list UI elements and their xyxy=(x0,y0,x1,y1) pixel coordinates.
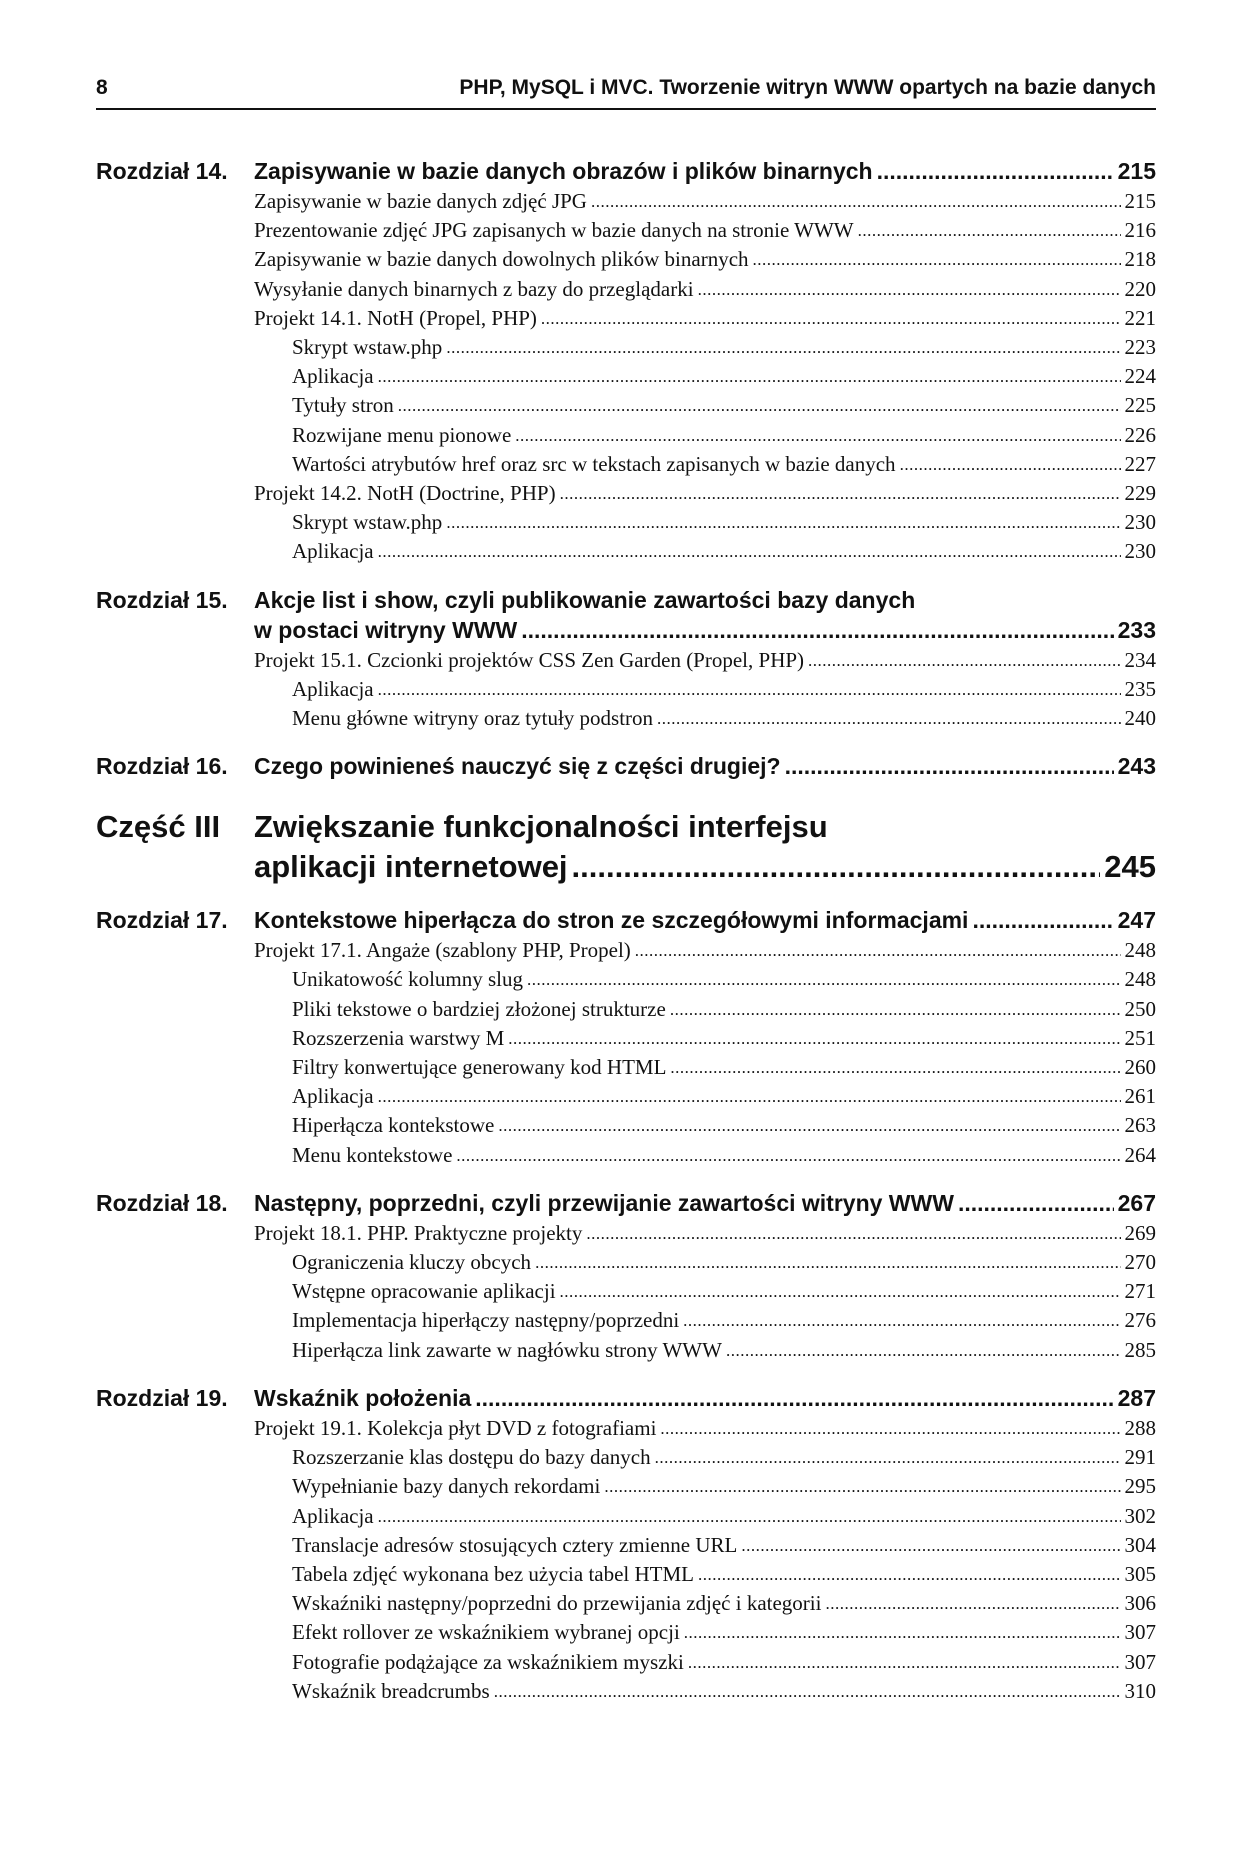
toc-entry-title: Wskaźniki następny/poprzedni do przewijania zdjęć i kategorii xyxy=(292,1591,822,1616)
toc-entry[interactable] xyxy=(254,333,1156,362)
chapter-entries xyxy=(254,646,1156,734)
toc-entry-title: aplikacji internetowej xyxy=(254,849,568,885)
chapter-title xyxy=(254,905,1156,935)
toc-page-number: 220 xyxy=(1124,276,1156,301)
toc-page-number: 224 xyxy=(1124,364,1156,389)
toc-page-number: 218 xyxy=(1124,247,1156,272)
toc-page-number: 287 xyxy=(1117,1384,1156,1411)
dot-leader xyxy=(446,508,1120,537)
toc-entry[interactable] xyxy=(254,508,1156,537)
toc-page-number: 307 xyxy=(1124,1620,1156,1645)
dot-leader xyxy=(753,245,1121,274)
chapter-title-row[interactable] xyxy=(254,751,1156,781)
dot-leader xyxy=(498,1111,1120,1140)
toc-entry[interactable] xyxy=(254,421,1156,450)
toc-page-number: 263 xyxy=(1124,1113,1156,1138)
toc-entry[interactable] xyxy=(254,362,1156,391)
toc-entry-title: Wartości atrybutów href oraz src w tekstach zapisanych w bazie danych xyxy=(292,451,896,476)
dot-leader xyxy=(741,1531,1120,1560)
section-gap xyxy=(96,887,1156,905)
toc-entry[interactable] xyxy=(254,704,1156,733)
toc-page-number: 260 xyxy=(1124,1055,1156,1080)
toc-entry[interactable] xyxy=(254,1472,1156,1501)
toc-entry[interactable] xyxy=(254,245,1156,274)
section-gap xyxy=(96,733,1156,751)
toc-entry-title: Rozwijane menu pionowe xyxy=(292,422,512,447)
toc-entry[interactable] xyxy=(254,1648,1156,1677)
toc-page-number: 267 xyxy=(1117,1189,1156,1216)
toc-entry[interactable] xyxy=(254,1502,1156,1531)
toc-entry-title: Projekt 18.1. PHP. Praktyczne projekty xyxy=(254,1220,583,1245)
toc-page-number: 229 xyxy=(1124,481,1156,506)
toc-page-number: 215 xyxy=(1124,189,1156,213)
chapter-title-row[interactable] xyxy=(254,905,1156,935)
dot-leader xyxy=(604,1472,1120,1501)
part-heading xyxy=(96,807,1156,887)
dot-leader xyxy=(655,1443,1121,1472)
dot-leader xyxy=(378,537,1121,566)
dot-leader xyxy=(378,1502,1121,1531)
toc-entry-title: Ograniczenia kluczy obcych xyxy=(292,1250,532,1275)
dot-leader xyxy=(635,936,1121,965)
dot-leader xyxy=(825,1589,1120,1618)
toc-entry-title: Aplikacja xyxy=(292,1084,374,1109)
dot-leader xyxy=(698,275,1121,304)
chapter-title-row[interactable] xyxy=(254,1383,1156,1413)
toc-entry-title: Zapisywanie w bazie danych dowolnych plików binarnych xyxy=(254,247,749,272)
toc-page-number: 230 xyxy=(1124,510,1156,535)
toc-page-number: 251 xyxy=(1124,1025,1156,1050)
dot-leader xyxy=(378,1082,1121,1111)
toc-entry-title: Projekt 17.1. Angaże (szablony PHP, Propel) xyxy=(254,938,631,963)
dot-leader xyxy=(527,965,1121,994)
dot-leader xyxy=(378,675,1121,704)
toc-entry[interactable] xyxy=(254,1306,1156,1335)
part-title xyxy=(254,807,1156,887)
toc-page-number: 226 xyxy=(1124,422,1156,447)
dot-leader xyxy=(572,847,1101,887)
toc-entry[interactable] xyxy=(254,1053,1156,1082)
toc-entry-title: Menu kontekstowe xyxy=(292,1142,453,1167)
toc-page-number: 243 xyxy=(1117,753,1156,780)
dot-leader xyxy=(726,1336,1121,1365)
toc-entry[interactable] xyxy=(254,936,1156,965)
toc-entry[interactable] xyxy=(254,216,1156,245)
dot-leader xyxy=(456,1141,1120,1170)
dot-leader xyxy=(670,1053,1120,1082)
dot-leader xyxy=(900,450,1121,479)
toc-entry-title: Prezentowanie zdjęć JPG zapisanych w bazie danych na stronie WWW xyxy=(254,218,854,243)
toc-page-number: 306 xyxy=(1124,1591,1156,1616)
toc-page-number: 276 xyxy=(1124,1308,1156,1333)
dot-leader xyxy=(858,216,1121,245)
toc-entry[interactable] xyxy=(254,391,1156,420)
toc-page-number: 248 xyxy=(1124,938,1156,963)
chapter-label: Rozdział 16. xyxy=(96,753,228,780)
page-number: 8 xyxy=(96,76,108,99)
chapter-title xyxy=(254,585,1156,645)
toc-page-number: 227 xyxy=(1124,451,1156,476)
dot-leader xyxy=(446,333,1120,362)
toc-entry[interactable] xyxy=(254,675,1156,704)
dot-leader xyxy=(683,1306,1120,1335)
dot-leader xyxy=(660,1414,1120,1443)
toc-entry-title: Rozszerzanie klas dostępu do bazy danych xyxy=(292,1445,651,1470)
toc-entry-title: Filtry konwertujące generowany kod HTML xyxy=(292,1055,667,1080)
toc-entry[interactable] xyxy=(254,1677,1156,1706)
toc-entry[interactable] xyxy=(254,1414,1156,1443)
toc-entry-title: Hiperłącza kontekstowe xyxy=(292,1113,495,1138)
toc-entry-title: Wskaźnik breadcrumbs xyxy=(292,1678,490,1703)
toc-page-number: 221 xyxy=(1124,305,1156,330)
toc-entry[interactable] xyxy=(254,965,1156,994)
section-gap xyxy=(96,1170,1156,1188)
toc-entry-title: Hiperłącza link zawarte w nagłówku strony WWW xyxy=(292,1337,722,1362)
toc-page-number: 295 xyxy=(1124,1474,1156,1499)
dot-leader xyxy=(521,615,1113,645)
dot-leader xyxy=(494,1677,1121,1706)
chapter-entries xyxy=(254,1219,1156,1365)
section-gap xyxy=(96,1365,1156,1383)
toc-page-number: 250 xyxy=(1124,996,1156,1021)
toc-entry-title: Wypełnianie bazy danych rekordami xyxy=(292,1474,601,1499)
dot-leader xyxy=(535,1248,1120,1277)
toc-entry[interactable] xyxy=(254,1141,1156,1170)
toc-page-number: 269 xyxy=(1124,1220,1156,1245)
toc-entry-title: Tabela zdjęć wykonana bez użycia tabel HTML xyxy=(292,1561,695,1586)
running-header xyxy=(96,74,1156,110)
toc-entry-title: Fotografie podążające za wskaźnikiem myszki xyxy=(292,1649,684,1674)
toc-entry-title: Wysyłanie danych binarnych z bazy do przeglądarki xyxy=(254,276,694,301)
toc-page-number: 248 xyxy=(1124,967,1156,992)
toc-entry-title: Efekt rollover ze wskaźnikiem wybranej opcji xyxy=(292,1620,680,1645)
chapter-title xyxy=(254,156,1156,186)
toc-entry-title: Aplikacja xyxy=(292,364,374,389)
toc-entry[interactable] xyxy=(254,1589,1156,1618)
toc-entry-title: Czego powinieneś nauczyć się z części drugiej? xyxy=(254,753,781,780)
toc-page-number: 305 xyxy=(1124,1561,1156,1586)
chapter-label: Rozdział 18. xyxy=(96,1189,228,1216)
toc-entry[interactable] xyxy=(254,450,1156,479)
toc-entry[interactable] xyxy=(254,1248,1156,1277)
toc-page-number: 240 xyxy=(1124,706,1156,731)
toc-entry-title: Projekt 19.1. Kolekcja płyt DVD z fotografiami xyxy=(254,1415,657,1440)
toc-entry-title: w postaci witryny WWW xyxy=(254,616,518,643)
toc-page-number: 291 xyxy=(1124,1445,1156,1470)
dot-leader xyxy=(877,156,1114,186)
dot-leader xyxy=(958,1188,1114,1218)
chapter-title-row[interactable] xyxy=(254,156,1156,186)
toc-entry[interactable] xyxy=(254,1531,1156,1560)
chapter-title-row[interactable] xyxy=(254,1188,1156,1218)
toc-entry-title: Wskaźnik położenia xyxy=(254,1384,472,1411)
dot-leader xyxy=(972,905,1113,935)
toc-entry[interactable] xyxy=(254,1277,1156,1306)
toc-page-number: 261 xyxy=(1124,1084,1156,1109)
toc-page-number: 285 xyxy=(1124,1337,1156,1362)
dot-leader xyxy=(670,995,1121,1024)
toc-entry-title: Translacje adresów stosujących cztery zmienne URL xyxy=(292,1532,738,1557)
toc-entry[interactable] xyxy=(254,1443,1156,1472)
dot-leader xyxy=(560,1277,1121,1306)
toc-entry-title: Rozszerzenia warstwy M xyxy=(292,1025,505,1050)
dot-leader xyxy=(698,1560,1120,1589)
toc-entry[interactable] xyxy=(254,1024,1156,1053)
dot-leader xyxy=(398,391,1121,420)
dot-leader xyxy=(515,421,1120,450)
toc-page-number: 216 xyxy=(1124,218,1156,243)
chapter-label: Rozdział 15. xyxy=(96,586,228,613)
toc-page-number: 230 xyxy=(1124,539,1156,564)
toc-entry[interactable] xyxy=(254,1336,1156,1365)
toc-entry-title: Aplikacja xyxy=(292,676,374,701)
dot-leader xyxy=(508,1024,1120,1053)
chapter-heading xyxy=(96,1188,1156,1218)
toc-page-number: 304 xyxy=(1124,1532,1156,1557)
toc-entry-title: Aplikacja xyxy=(292,539,374,564)
chapter-title xyxy=(254,751,1156,781)
toc-entry-title: Skrypt wstaw.php xyxy=(292,335,443,360)
chapter-title xyxy=(254,1188,1156,1218)
dot-leader xyxy=(657,704,1120,733)
toc-entry[interactable] xyxy=(254,1618,1156,1647)
toc-page-number: 302 xyxy=(1124,1503,1156,1528)
toc-page-number: 271 xyxy=(1124,1279,1156,1304)
toc-entry-title: Pliki tekstowe o bardziej złożonej strukturze xyxy=(292,996,666,1021)
chapter-label: Rozdział 19. xyxy=(96,1384,228,1411)
toc-page-number: 288 xyxy=(1124,1415,1156,1440)
dot-leader xyxy=(785,751,1114,781)
toc-entry[interactable] xyxy=(254,646,1156,675)
toc-page-number: 264 xyxy=(1124,1142,1156,1167)
dot-leader xyxy=(378,362,1121,391)
toc-entry[interactable] xyxy=(254,1219,1156,1248)
toc-entry[interactable] xyxy=(254,187,1156,216)
chapter-label: Rozdział 14. xyxy=(96,158,228,184)
section-gap xyxy=(96,567,1156,585)
toc-page-number: 225 xyxy=(1124,393,1156,418)
toc-entry-title: Zapisywanie w bazie danych obrazów i plików binarnych xyxy=(254,158,873,184)
dot-leader xyxy=(475,1383,1113,1413)
chapter-entries xyxy=(254,936,1156,1170)
toc-page-number: 270 xyxy=(1124,1250,1156,1275)
toc-page-number: 245 xyxy=(1104,849,1156,885)
toc-entry-title: Tytuły stron xyxy=(292,393,394,418)
toc-entry-title: Następny, poprzedni, czyli przewijanie zawartości witryny WWW xyxy=(254,1189,954,1216)
toc-page-number: 223 xyxy=(1124,335,1156,360)
toc-page-number: 235 xyxy=(1124,676,1156,701)
toc-entry-title: Projekt 14.2. NotH (Doctrine, PHP) xyxy=(254,481,556,506)
part-title-line: Zwiększanie funkcjonalności interfejsu xyxy=(254,809,828,845)
chapter-title xyxy=(254,1383,1156,1413)
toc-page-number: 234 xyxy=(1124,647,1156,672)
toc-page-number: 233 xyxy=(1117,616,1156,643)
toc-entry-title: Projekt 14.1. NotH (Propel, PHP) xyxy=(254,305,537,330)
dot-leader xyxy=(586,1219,1120,1248)
chapter-heading xyxy=(96,156,1156,186)
toc-entry[interactable] xyxy=(254,1560,1156,1589)
toc-entry-title: Zapisywanie w bazie danych zdjęć JPG xyxy=(254,189,587,213)
dot-leader xyxy=(808,646,1120,675)
toc-entry[interactable] xyxy=(254,1082,1156,1111)
part-title-row[interactable] xyxy=(254,847,1156,887)
chapter-label: Rozdział 17. xyxy=(96,907,228,934)
dot-leader xyxy=(591,187,1121,216)
chapter-heading xyxy=(96,585,1156,645)
toc-entry[interactable] xyxy=(254,1111,1156,1140)
toc-entry-title: Kontekstowe hiperłącza do stron ze szczegółowymi informacjami xyxy=(254,907,969,934)
toc-entry-title: Wstępne opracowanie aplikacji xyxy=(292,1279,556,1304)
toc-entry[interactable] xyxy=(254,995,1156,1024)
chapter-heading xyxy=(96,751,1156,781)
dot-leader xyxy=(560,479,1121,508)
chapter-heading xyxy=(96,1383,1156,1413)
chapter-heading xyxy=(96,905,1156,935)
toc-entry-title: Aplikacja xyxy=(292,1503,374,1528)
chapter-entries xyxy=(254,1414,1156,1706)
toc-page-number: 307 xyxy=(1124,1649,1156,1674)
toc-page-number: 247 xyxy=(1117,907,1156,934)
dot-leader xyxy=(541,304,1121,333)
toc-entry[interactable] xyxy=(254,537,1156,566)
toc-entry-title: Skrypt wstaw.php xyxy=(292,510,443,535)
toc-entry-title: Projekt 15.1. Czcionki projektów CSS Zen Garden (Propel, PHP) xyxy=(254,647,805,672)
toc-page-number: 310 xyxy=(1124,1678,1156,1703)
chapter-title-row[interactable] xyxy=(254,615,1156,645)
toc-entry-title: Implementacja hiperłączy następny/poprzedni xyxy=(292,1308,680,1333)
dot-leader xyxy=(684,1618,1121,1647)
dot-leader xyxy=(688,1648,1121,1677)
table-of-contents xyxy=(96,156,1156,1706)
chapter-title-line: Akcje list i show, czyli publikowanie zawartości bazy danych xyxy=(254,586,916,613)
book-title: PHP, MySQL i MVC. Tworzenie witryn WWW opartych na bazie danych xyxy=(459,76,1156,99)
toc-entry[interactable] xyxy=(254,275,1156,304)
toc-entry[interactable] xyxy=(254,304,1156,333)
part-label: Część III xyxy=(96,809,221,845)
toc-entry-title: Menu główne witryny oraz tytuły podstron xyxy=(292,706,654,731)
chapter-entries xyxy=(254,187,1156,567)
toc-entry[interactable] xyxy=(254,479,1156,508)
toc-page-number: 215 xyxy=(1117,158,1156,184)
toc-entry-title: Unikatowość kolumny slug xyxy=(292,967,523,992)
